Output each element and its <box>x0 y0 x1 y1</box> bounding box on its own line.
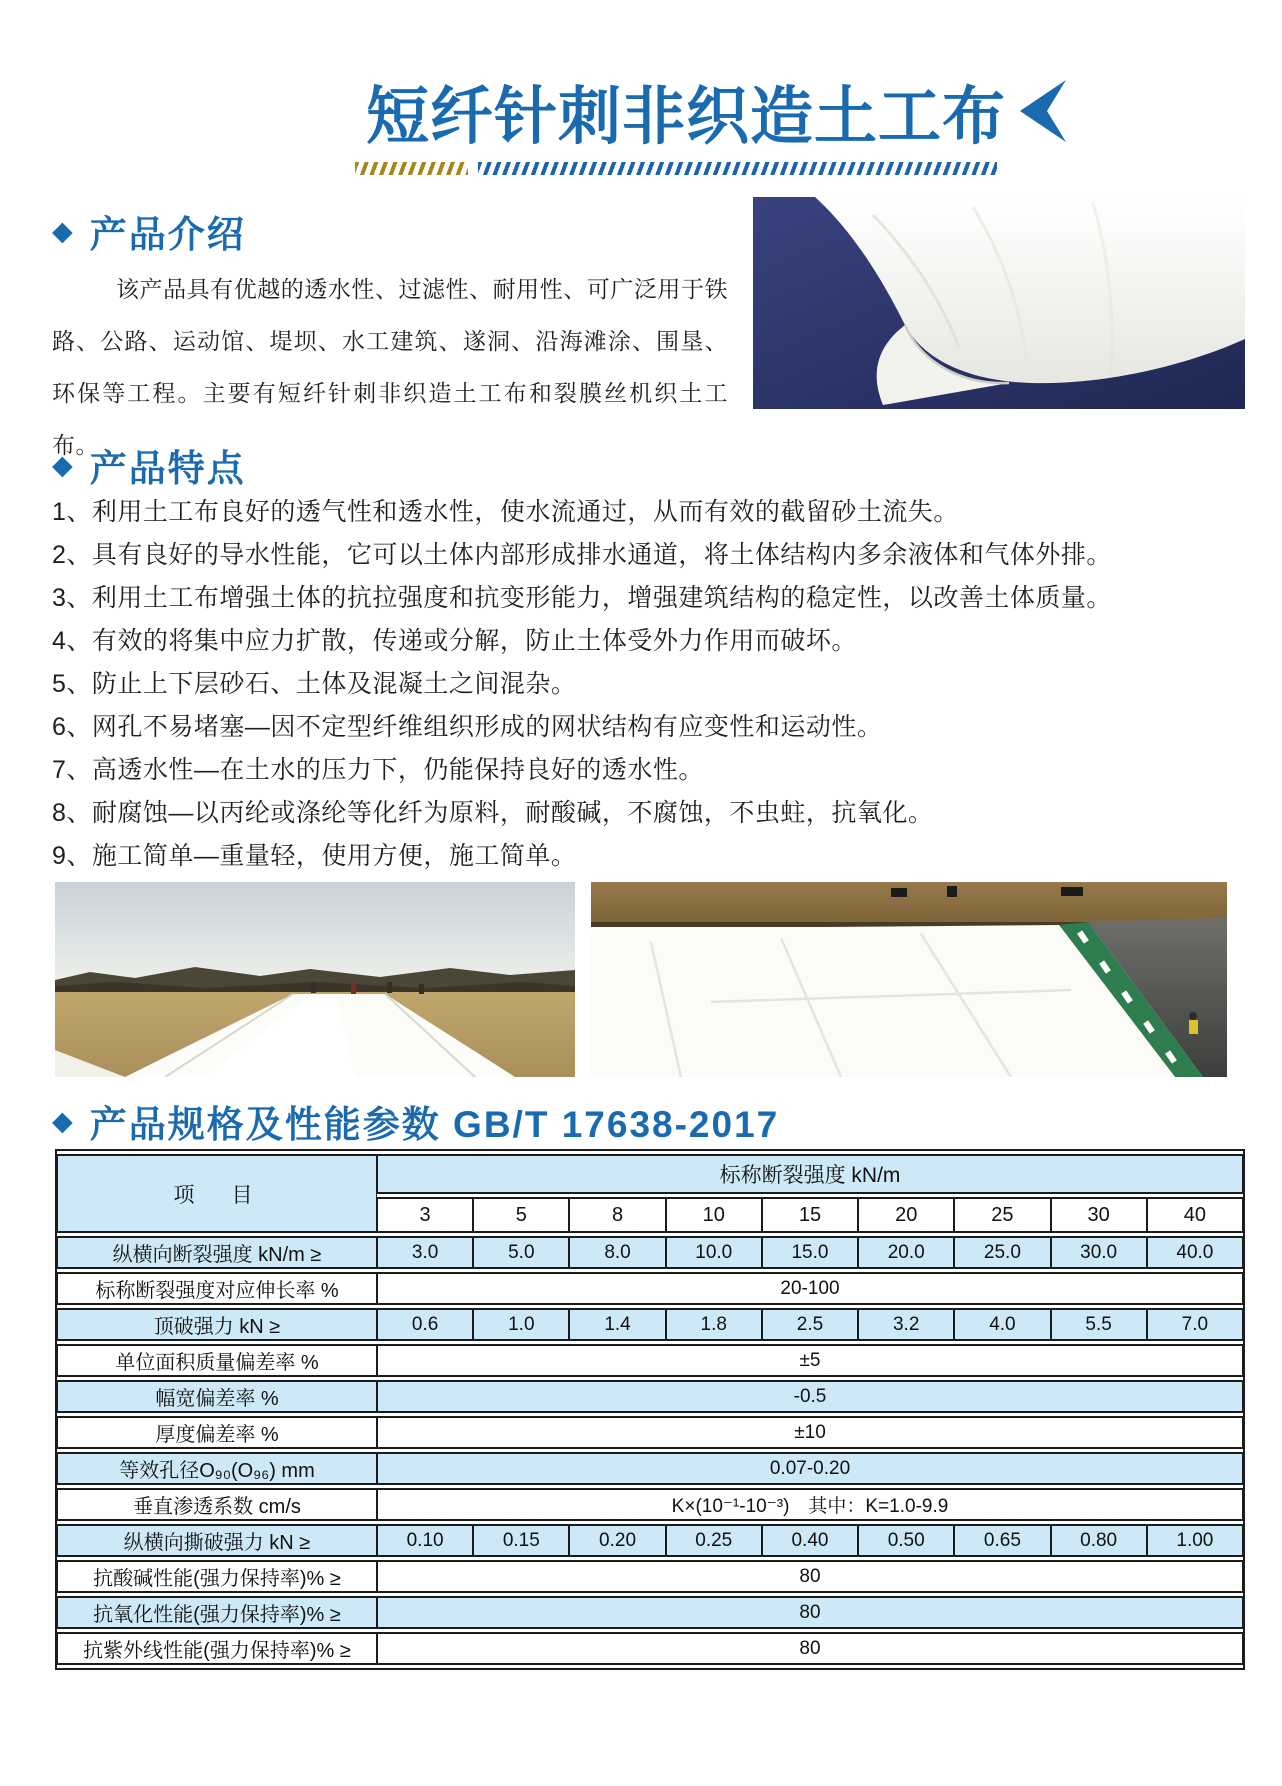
value-cell: 0.40 <box>762 1524 858 1557</box>
intro-heading: 产品介绍 <box>89 214 246 255</box>
value-cell: 25.0 <box>954 1236 1050 1269</box>
decor-stripes <box>355 162 1282 175</box>
table-row <box>57 1236 1243 1269</box>
row-label-cell: 顶破强力 kN ≥ <box>57 1308 377 1341</box>
feature-item: 9、施工简单—重量轻，使用方便，施工简单。 <box>52 842 577 870</box>
grade-header-cell: 25 <box>954 1197 1050 1233</box>
grade-header-cell: 20 <box>858 1197 954 1233</box>
table-group-row <box>57 1154 1243 1194</box>
value-cell: 30.0 <box>1051 1236 1147 1269</box>
row-label-cell: 纵横向断裂强度 kN/m ≥ <box>57 1236 377 1269</box>
value-cell: 0.15 <box>473 1524 569 1557</box>
span-value-cell: 80 <box>377 1632 1243 1665</box>
feature-item: 5、防止上下层砂石、土体及混凝土之间混杂。 <box>52 670 577 698</box>
grade-header-cell: 3 <box>377 1197 473 1233</box>
value-cell: 1.0 <box>473 1308 569 1341</box>
value-cell: 0.10 <box>377 1524 473 1557</box>
grade-header-cell: 30 <box>1051 1197 1147 1233</box>
features-heading: 产品特点 <box>89 448 246 489</box>
value-cell: 5.5 <box>1051 1308 1147 1341</box>
specs-heading-row <box>52 1099 1282 1143</box>
span-value-cell: 80 <box>377 1560 1243 1593</box>
specs-table-frame <box>55 1149 1245 1670</box>
intro-paragraph: 该产品具有优越的透水性、过滤性、耐用性、可广泛用于铁路、公路、运动馆、堤坝、水工建筑、遂洞、沿海滩涂、围垦、环保等工程。主要有短纤针刺非织造土工布和裂膜丝机织土工布。 <box>52 276 728 458</box>
value-cell: 3.0 <box>377 1236 473 1269</box>
masthead <box>0 64 1282 158</box>
table-row <box>57 1344 1243 1377</box>
section-features <box>0 443 1282 873</box>
value-cell: 1.8 <box>666 1308 762 1341</box>
table-row <box>57 1488 1243 1521</box>
table-row <box>57 1452 1243 1485</box>
grade-header-cell: 15 <box>762 1197 858 1233</box>
specs-heading: 产品规格及性能参数 GB/T 17638-2017 <box>89 1104 780 1145</box>
span-value-cell: ±5 <box>377 1344 1243 1377</box>
value-cell: 20.0 <box>858 1236 954 1269</box>
product-photo <box>753 197 1245 409</box>
value-cell: 40.0 <box>1147 1236 1243 1269</box>
site-photos <box>0 882 1282 1077</box>
value-cell: 3.2 <box>858 1308 954 1341</box>
section-specs <box>0 1099 1282 1670</box>
value-cell: 0.20 <box>569 1524 665 1557</box>
row-label-cell: 抗紫外线性能(强力保持率)% ≥ <box>57 1632 377 1665</box>
value-cell: 0.80 <box>1051 1524 1147 1557</box>
feature-item: 2、具有良好的导水性能，它可以土体内部形成排水通道，将土体结构内多余液体和气体外排。 <box>52 541 1112 569</box>
span-value-cell: K×(10⁻¹-10⁻³) 其中：K=1.0-9.9 <box>377 1488 1243 1521</box>
table-row <box>57 1632 1243 1665</box>
span-value-cell: 0.07-0.20 <box>377 1452 1243 1485</box>
diamond-icon: ◆ <box>52 215 73 246</box>
specs-table <box>57 1151 1243 1668</box>
grade-header-cell: 8 <box>569 1197 665 1233</box>
blue-stripe <box>478 162 997 175</box>
table-row <box>57 1380 1243 1413</box>
table-row <box>57 1272 1243 1305</box>
row-label-cell: 幅宽偏差率 % <box>57 1380 377 1413</box>
value-cell: 15.0 <box>762 1236 858 1269</box>
row-label-cell: 单位面积质量偏差率 % <box>57 1344 377 1377</box>
section-intro <box>0 209 1282 458</box>
feature-item: 3、利用土工布增强土体的抗拉强度和抗变形能力，增强建筑结构的稳定性，以改善土体质量。 <box>52 584 1112 612</box>
value-cell: 0.65 <box>954 1524 1050 1557</box>
value-cell: 0.25 <box>666 1524 762 1557</box>
gold-stripe <box>355 162 468 175</box>
table-corner-cell: 项 目 <box>57 1154 377 1233</box>
value-cell: 0.50 <box>858 1524 954 1557</box>
left-chevron-arrow-icon <box>1020 80 1066 142</box>
grade-header-cell: 40 <box>1147 1197 1243 1233</box>
value-cell: 4.0 <box>954 1308 1050 1341</box>
table-row <box>57 1416 1243 1449</box>
diamond-icon: ◆ <box>52 449 73 480</box>
grade-header-cell: 5 <box>473 1197 569 1233</box>
grade-header-cell: 10 <box>666 1197 762 1233</box>
row-label-cell: 抗酸碱性能(强力保持率)% ≥ <box>57 1560 377 1593</box>
value-cell: 1.00 <box>1147 1524 1243 1557</box>
span-value-cell: ±10 <box>377 1416 1243 1449</box>
feature-item: 8、耐腐蚀—以丙纶或涤纶等化纤为原料，耐酸碱，不腐蚀，不虫蛀，抗氧化。 <box>52 799 934 827</box>
value-cell: 1.4 <box>569 1308 665 1341</box>
row-label-cell: 抗氧化性能(强力保持率)% ≥ <box>57 1596 377 1629</box>
value-cell: 0.6 <box>377 1308 473 1341</box>
page-title: 短纤针刺非织造土工布 <box>366 81 1006 152</box>
table-row <box>57 1596 1243 1629</box>
row-label-cell: 厚度偏差率 % <box>57 1416 377 1449</box>
table-row <box>57 1524 1243 1557</box>
row-label-cell: 垂直渗透系数 cm/s <box>57 1488 377 1521</box>
span-value-cell: 20-100 <box>377 1272 1243 1305</box>
feature-item: 4、有效的将集中应力扩散，传递或分解，防止土体受外力作用而破坏。 <box>52 627 857 655</box>
row-label-cell: 纵横向撕破强力 kN ≥ <box>57 1524 377 1557</box>
feature-item: 1、利用土工布良好的透气性和透水性，使水流通过，从而有效的截留砂土流失。 <box>52 498 959 526</box>
table-row <box>57 1560 1243 1593</box>
table-group-header: 标称断裂强度 kN/m <box>377 1154 1243 1194</box>
value-cell: 8.0 <box>569 1236 665 1269</box>
row-label-cell: 等效孔径O₉₀(O₉₆) mm <box>57 1452 377 1485</box>
feature-item: 6、网孔不易堵塞—因不定型纤维组织形成的网状结构有应变性和运动性。 <box>52 713 883 741</box>
span-value-cell: -0.5 <box>377 1380 1243 1413</box>
feature-item: 7、高透水性—在土水的压力下，仍能保持良好的透水性。 <box>52 756 704 784</box>
features-list <box>52 495 1282 873</box>
diamond-icon: ◆ <box>52 1105 73 1136</box>
table-row <box>57 1308 1243 1341</box>
site-photo-right <box>591 882 1227 1077</box>
value-cell: 7.0 <box>1147 1308 1243 1341</box>
value-cell: 5.0 <box>473 1236 569 1269</box>
value-cell: 10.0 <box>666 1236 762 1269</box>
value-cell: 2.5 <box>762 1308 858 1341</box>
specs-table-body <box>57 1236 1243 1665</box>
site-photo-left <box>55 882 575 1077</box>
row-label-cell: 标称断裂强度对应伸长率 % <box>57 1272 377 1305</box>
span-value-cell: 80 <box>377 1596 1243 1629</box>
